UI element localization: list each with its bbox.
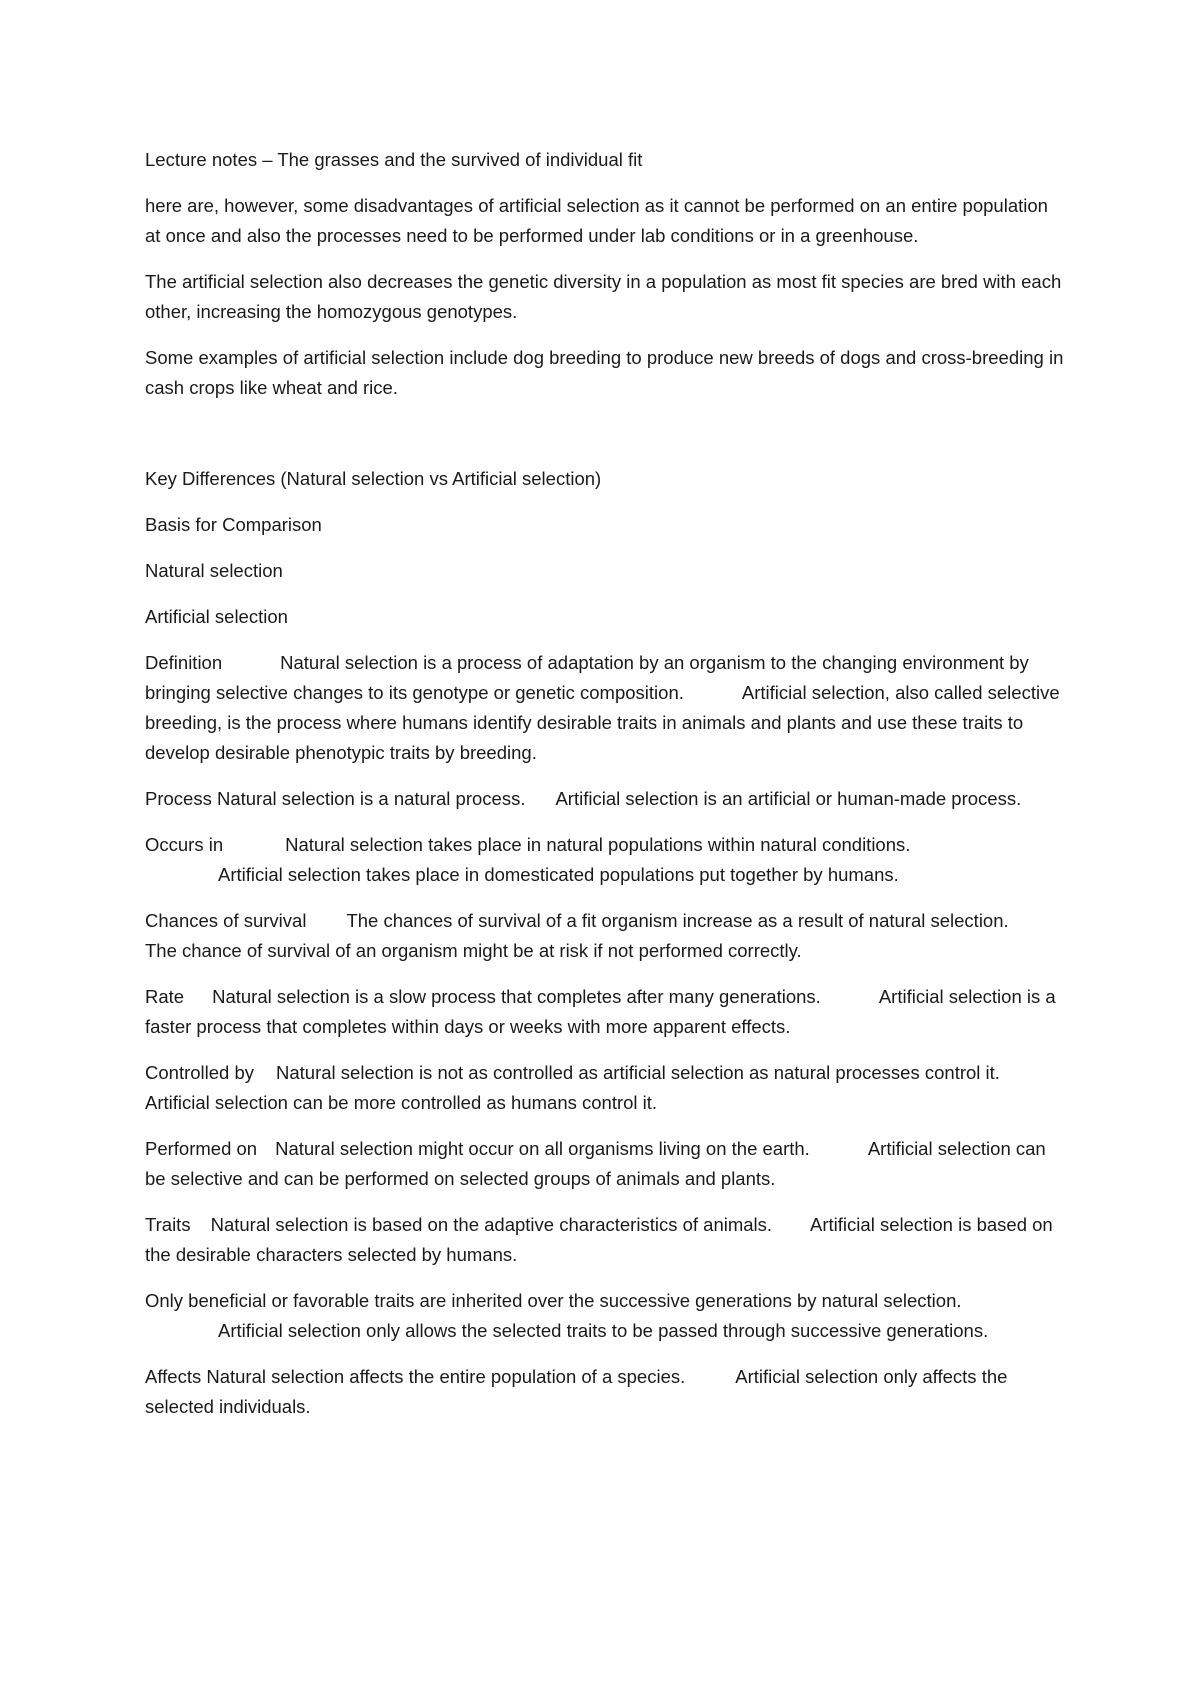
row-artificial: Artificial selection takes place in domesticated populations put together by humans. [218,864,899,885]
row-natural: Natural selection might occur on all organisms living on the earth. [275,1138,810,1159]
row-artificial: Artificial selection is based on the desirable characters selected by humans. [145,1214,1058,1265]
row-performed-on [145,1134,1065,1194]
row-label: Affects [145,1366,202,1387]
row-label: Process [145,788,212,809]
row-label: Traits [145,1214,191,1235]
row-label: Rate [145,986,185,1007]
paragraph-genetic-diversity: The artificial selection also decreases the genetic diversity in a population as most fit species are bred with each other, increasing the homozygous genotypes. [145,271,1067,322]
row-occurs-in [145,830,1065,890]
row-natural: Natural selection takes place in natural populations within natural conditions. [285,834,911,855]
row-natural: Natural selection is not as controlled as artificial selection as natural processes control it. [276,1062,1000,1083]
row-controlled-by [145,1058,1065,1118]
row-chances-of-survival [145,906,1065,966]
row-inherited-traits [145,1286,1065,1346]
row-definition [145,648,1065,768]
document-title: Lecture notes – The grasses and the survived of individual fit [145,149,643,170]
row-label: Definition [145,652,223,673]
row-artificial: Artificial selection is an artificial or human-made process. [555,788,1022,809]
row-artificial: Artificial selection only allows the selected traits to be passed through successive generations. [218,1320,989,1341]
row-label: Performed on [145,1138,258,1159]
row-process [145,784,1065,814]
row-natural: Natural selection is based on the adaptive characteristics of animals. [210,1214,773,1235]
row-artificial: Artificial selection can be more controlled as humans control it. [145,1092,658,1113]
row-natural: Natural selection is a slow process that completes after many generations. [212,986,821,1007]
row-label: Controlled by [145,1062,255,1083]
row-artificial: Artificial selection can be selective and can be performed on selected groups of animals and plants. [145,1138,1051,1189]
section-heading: Key Differences (Natural selection vs Artificial selection) [145,468,602,489]
basis-for-comparison: Basis for Comparison [145,514,322,535]
row-rate [145,982,1065,1042]
spacer [145,419,1065,464]
paragraph-examples: Some examples of artificial selection include dog breeding to produce new breeds of dogs and cross-breeding in cash crops like wheat and rice. [145,347,1069,398]
row-artificial: The chance of survival of an organism might be at risk if not performed correctly. [145,940,802,961]
row-label: Occurs in [145,834,224,855]
row-artificial: Artificial selection, also called selective breeding, is the process where humans identify desirable traits in animals and plants and use these traits to develop desirable phenotypic traits by breeding. [145,682,1065,763]
row-affects [145,1362,1065,1422]
column-natural-selection: Natural selection [145,560,283,581]
row-natural: Only beneficial or favorable traits are inherited over the successive generations by natural selection. [145,1290,962,1311]
row-natural: Natural selection affects the entire population of a species. [206,1366,686,1387]
row-natural: Natural selection is a process of adaptation by an organism to the changing environment by bringing selective changes to its genotype or genetic composition. [145,652,1034,703]
row-label: Chances of survival [145,910,307,931]
row-artificial: Artificial selection only affects the selected individuals. [145,1366,1013,1417]
row-artificial: Artificial selection is a faster process that completes within days or weeks with more apparent effects. [145,986,1061,1037]
row-traits [145,1210,1065,1270]
row-natural: Natural selection is a natural process. [216,788,526,809]
document-body [145,145,1069,1438]
row-natural: The chances of survival of a fit organism increase as a result of natural selection. [346,910,1009,931]
column-artificial-selection: Artificial selection [145,606,288,627]
paragraph-disadvantages: here are, however, some disadvantages of artificial selection as it cannot be performed on an entire population at once and also the processes need to be performed under lab conditions or in a greenhouse. [145,195,1054,246]
